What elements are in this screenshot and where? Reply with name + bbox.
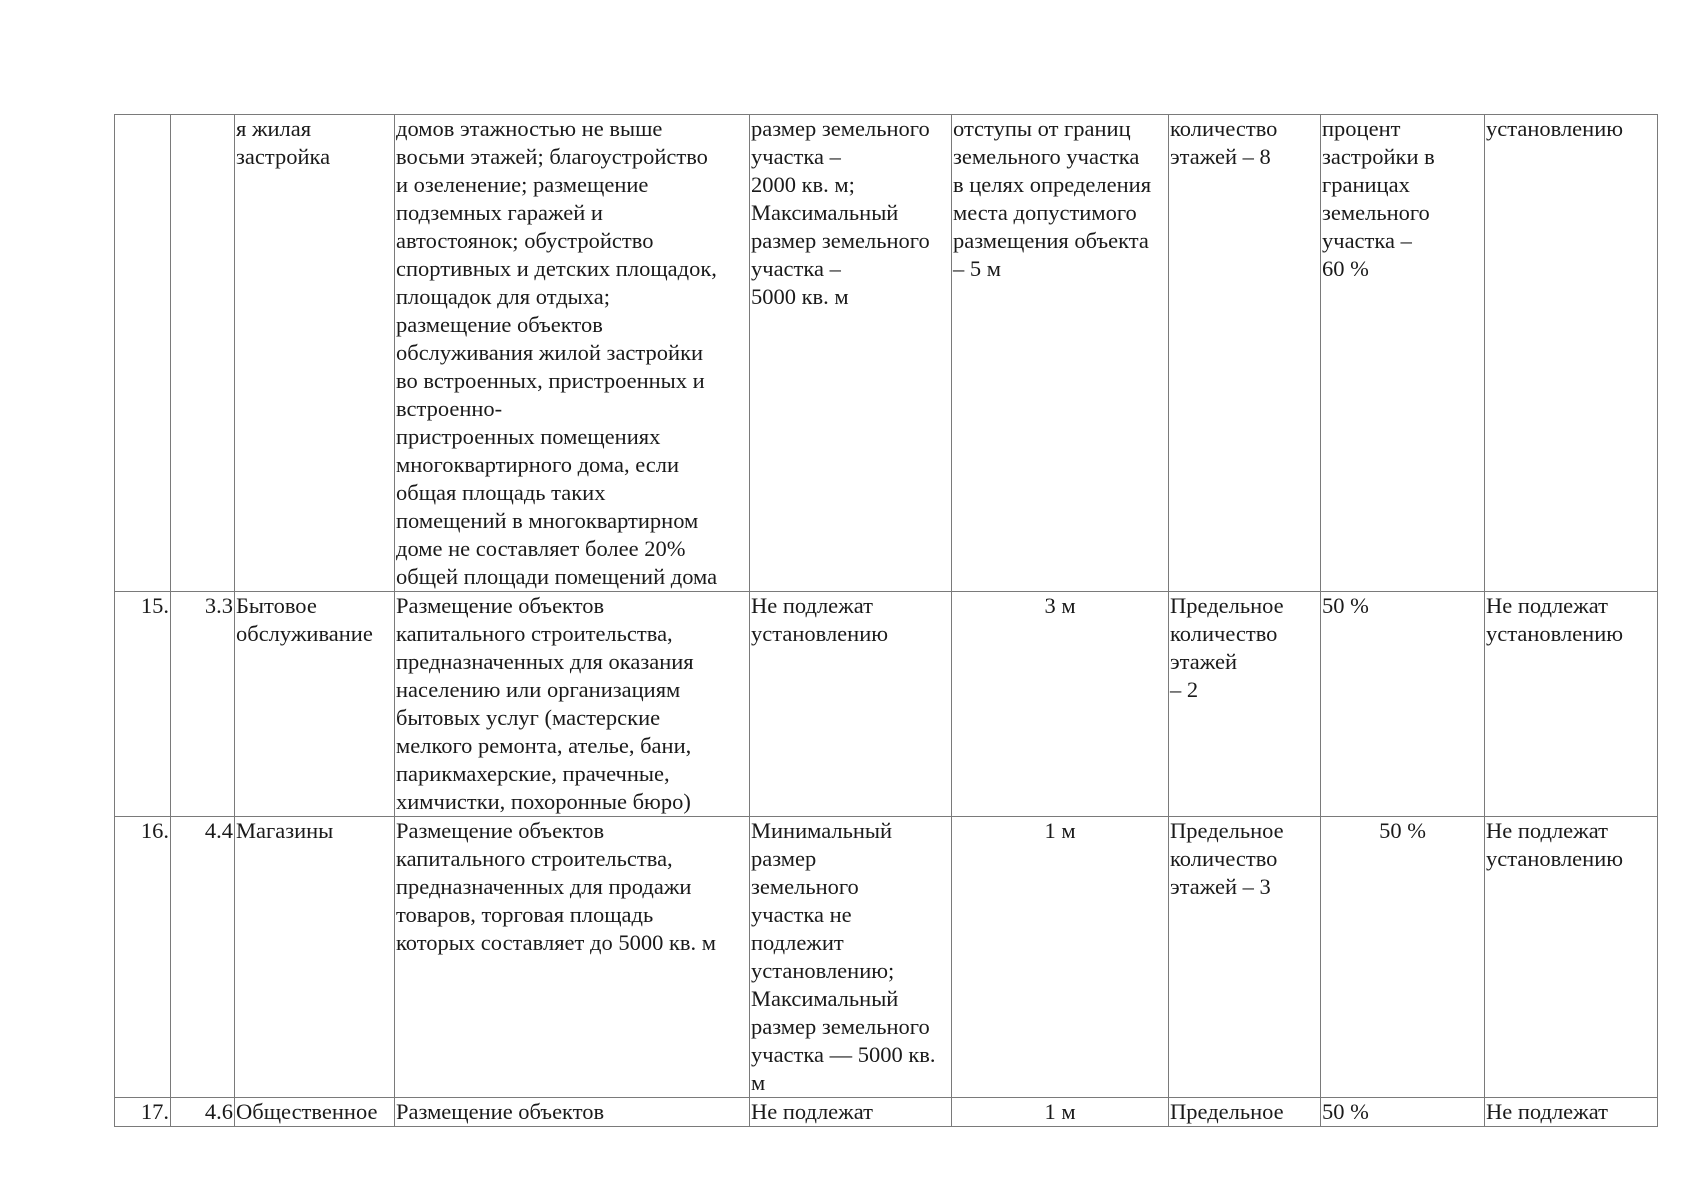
table-row: [115, 115, 1658, 592]
coverage-cell: 50 %: [1321, 1098, 1485, 1127]
floors-cell: Предельное: [1169, 1098, 1321, 1127]
floors-cell: Предельное количество этажей – 3: [1169, 817, 1321, 1098]
use-description-cell: домов этажностью не выше восьми этажей; благоустройство и озеленение; размещение подземных гаражей и автостоянок; обустройство спортивных и детских площадок, площадок для отдыха; размещение объектов обслуживания жилой застройки во встроенных, пристроенных и встроенно- пристроенных помещениях многоквартирного дома, если общая площадь таких помещений в многоквартирном доме не составляет более 20% общей площади помещений дома: [395, 115, 750, 592]
other-params-cell: Не подлежат установлению: [1485, 817, 1658, 1098]
coverage-cell: процент застройки в границах земельного участка – 60 %: [1321, 115, 1485, 592]
coverage-cell: 50 %: [1321, 592, 1485, 817]
table-row: [115, 1098, 1658, 1127]
use-description-cell: Размещение объектов: [395, 1098, 750, 1127]
setbacks-cell: 3 м: [952, 592, 1169, 817]
other-params-cell: установлению: [1485, 115, 1658, 592]
use-type-name-cell: Общественное: [235, 1098, 395, 1127]
row-number-cell: 17.: [115, 1098, 171, 1127]
setbacks-cell: отступы от границ земельного участка в целях определения места допустимого размещения объекта – 5 м: [952, 115, 1169, 592]
floors-cell: Предельное количество этажей – 2: [1169, 592, 1321, 817]
table-row: [115, 817, 1658, 1098]
use-type-name-cell: я жилая застройка: [235, 115, 395, 592]
plot-size-cell: Не подлежат: [750, 1098, 952, 1127]
zoning-regulations-table: [114, 114, 1658, 1127]
row-number-cell: [115, 115, 171, 592]
setbacks-cell: 1 м: [952, 817, 1169, 1098]
plot-size-cell: размер земельного участка – 2000 кв. м; Максимальный размер земельного участка – 5000 кв. м: [750, 115, 952, 592]
floors-cell: количество этажей – 8: [1169, 115, 1321, 592]
classifier-code-cell: 3.3: [171, 592, 235, 817]
other-params-cell: Не подлежат установлению: [1485, 592, 1658, 817]
use-description-cell: Размещение объектов капитального строительства, предназначенных для продажи товаров, торговая площадь которых составляет до 5000 кв. м: [395, 817, 750, 1098]
classifier-code-cell: [171, 115, 235, 592]
table-row: [115, 592, 1658, 817]
other-params-cell: Не подлежат: [1485, 1098, 1658, 1127]
plot-size-cell: Минимальный размер земельного участка не подлежит установлению; Максимальный размер земельного участка — 5000 кв. м: [750, 817, 952, 1098]
row-number-cell: 16.: [115, 817, 171, 1098]
use-type-name-cell: Магазины: [235, 817, 395, 1098]
coverage-cell: 50 %: [1321, 817, 1485, 1098]
classifier-code-cell: 4.4: [171, 817, 235, 1098]
use-type-name-cell: Бытовое обслуживание: [235, 592, 395, 817]
setbacks-cell: 1 м: [952, 1098, 1169, 1127]
classifier-code-cell: 4.6: [171, 1098, 235, 1127]
use-description-cell: Размещение объектов капитального строительства, предназначенных для оказания населению или организациям бытовых услуг (мастерские мелкого ремонта, ателье, бани, парикмахерские, прачечные, химчистки, похоронные бюро): [395, 592, 750, 817]
plot-size-cell: Не подлежат установлению: [750, 592, 952, 817]
row-number-cell: 15.: [115, 592, 171, 817]
